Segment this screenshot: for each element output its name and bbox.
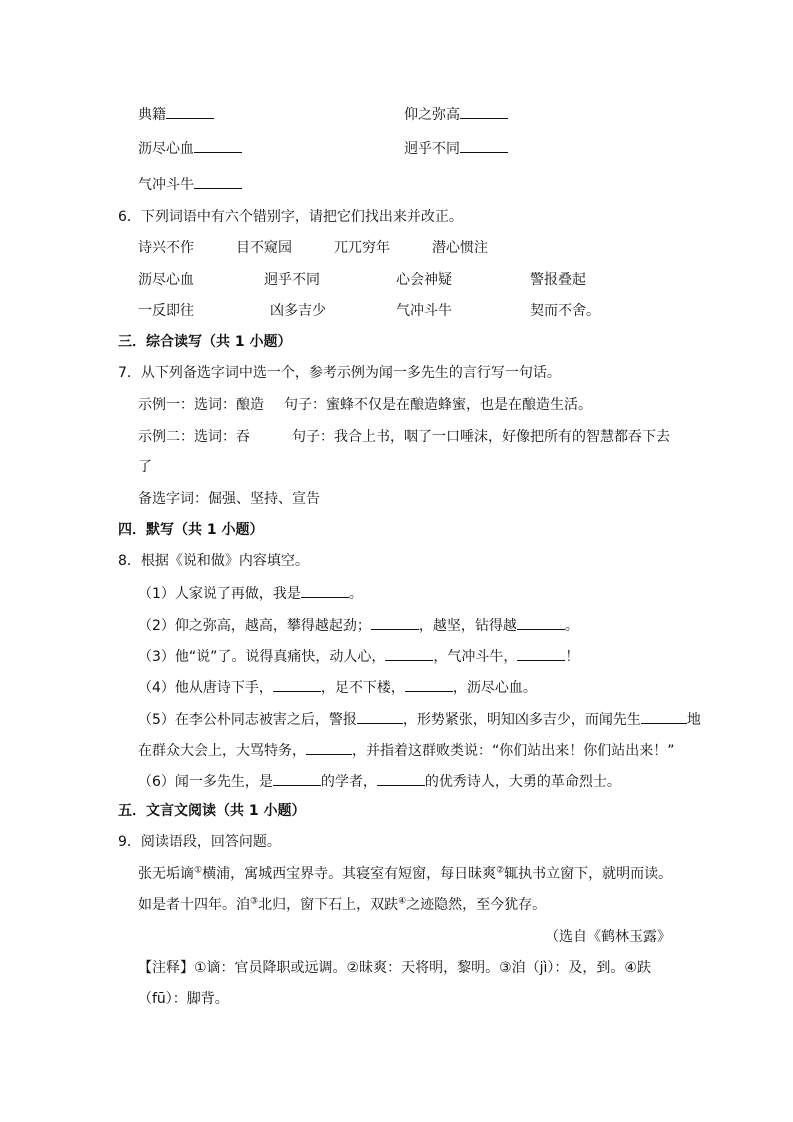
q5-item-yangzhimigao: 仰之弥高 [404, 103, 508, 125]
note-marker: ① [194, 865, 203, 876]
q7-example-1-sentence: 句子：蜜蜂不仅是在酿造蜂蜜，也是在酿造生活。 [284, 397, 592, 413]
q6-word: 心会神疑 [396, 272, 452, 288]
q8-part-3: （3）他“说”了。说得真痛快，动人心， ，气冲斗牛， ！ [138, 645, 579, 667]
q8-part-2: （2）仰之弥高，越高，攀得越起劲； ，越坚，钻得越 。 [138, 614, 579, 636]
q5-item-lijinxinxue: 沥尽心血 [138, 137, 242, 159]
q7-example-2-sentence: 句子：我合上书，咽了一口唾沫，好像把所有的智慧都吞下去 [292, 429, 670, 445]
q7-example-1-word: 示例一：选词：酿造 [138, 397, 264, 413]
q6-word: 凶多吉少 [270, 303, 326, 319]
q6-word: 一反即往 [138, 303, 194, 319]
answer-blank[interactable] [166, 103, 214, 119]
answer-blank[interactable] [385, 645, 433, 661]
answer-blank[interactable] [194, 137, 242, 153]
q6-word: 诗兴不作 [138, 240, 194, 256]
q7-options: 备选字词：倔强、坚持、宣告 [138, 491, 320, 507]
q9-notes-line-2: （fū）：脚背。 [138, 991, 229, 1007]
q7-question: 7．从下列备选字词中选一个，参考示例为闻一多先生的言行写一句话。 [118, 365, 561, 381]
q6-word: 气冲斗牛 [396, 303, 452, 319]
section-heading-4: 四．默写（共 1 小题） [118, 522, 264, 538]
answer-blank[interactable] [517, 614, 565, 630]
q6-word: 目不窥园 [236, 240, 292, 256]
answer-blank[interactable] [517, 645, 565, 661]
q5-item-dianji: 典籍 [138, 103, 214, 125]
q6-word: 潜心惯注 [432, 240, 488, 256]
q7-example-2-sentence-cont: 了 [138, 459, 152, 475]
answer-blank[interactable] [371, 614, 419, 630]
note-marker: ④ [398, 896, 407, 907]
section-heading-5: 五．文言文阅读（共 1 小题） [118, 803, 306, 819]
q9-passage-line-1: 张无垢谪①横浦，寓城西宝界寺。其寝室有短窗，每日昧爽②辄执书立窗下，就明而读。 [138, 865, 673, 882]
note-marker: ② [496, 865, 505, 876]
answer-blank[interactable] [460, 103, 508, 119]
answer-blank[interactable] [460, 137, 508, 153]
q8-part-6: （6）闻一多先生，是 的学者， 的优秀诗人，大勇的革命烈士。 [138, 770, 621, 792]
q8-part-4: （4）他从唐诗下手， ，足不下楼， ，沥尽心血。 [138, 676, 537, 698]
q6-word: 迥乎不同 [264, 272, 320, 288]
answer-blank[interactable] [301, 582, 349, 598]
answer-blank[interactable] [273, 770, 321, 786]
q9-source: （选自《鹤林玉露》 [545, 929, 671, 945]
q6-word: 契而不舍。 [530, 303, 600, 319]
q5-item-qichongdouniu: 气冲斗牛 [138, 173, 242, 195]
answer-blank[interactable] [405, 676, 453, 692]
answer-blank[interactable] [641, 708, 687, 724]
q8-part-5-cont: 在群众大会上，大骂特务， ，并指着这群败类说：“你们站出来！你们站出来！” [138, 739, 675, 761]
q7-example-2-word: 示例二：选词：吞 [138, 429, 250, 445]
answer-blank[interactable] [357, 708, 403, 724]
section-heading-3: 三．综合读写（共 1 小题） [118, 334, 292, 350]
q5-item-jionghubutong: 迥乎不同 [404, 137, 508, 159]
answer-blank[interactable] [306, 739, 352, 755]
note-marker: ③ [250, 896, 259, 907]
q8-part-1: （1）人家说了再做，我是 。 [138, 582, 363, 604]
answer-blank[interactable] [377, 770, 425, 786]
q6-word: 兀兀穷年 [334, 240, 390, 256]
q6-question: 6．下列词语中有六个错别字，请把它们找出来并改正。 [118, 209, 463, 225]
q9-passage-line-2: 如是者十四年。洎③北归，窗下石上，双趺④之迹隐然，至今犹存。 [138, 896, 547, 913]
q6-word: 沥尽心血 [138, 272, 194, 288]
q6-word: 警报叠起 [530, 272, 586, 288]
answer-blank[interactable] [194, 173, 242, 189]
q9-question: 9．阅读语段，回答问题。 [118, 834, 281, 850]
answer-blank[interactable] [273, 676, 321, 692]
q8-part-5: （5）在李公朴同志被害之后，警报 ，形势紧张，明知凶多吉少，而闻先生 地 [138, 708, 701, 730]
q8-question: 8．根据《说和做》内容填空。 [118, 553, 309, 569]
q9-notes-line-1: 【注释】①谪：官员降职或远调。②昧爽：天将明，黎明。③洎（jì）：及，到。④趺 [138, 960, 651, 976]
